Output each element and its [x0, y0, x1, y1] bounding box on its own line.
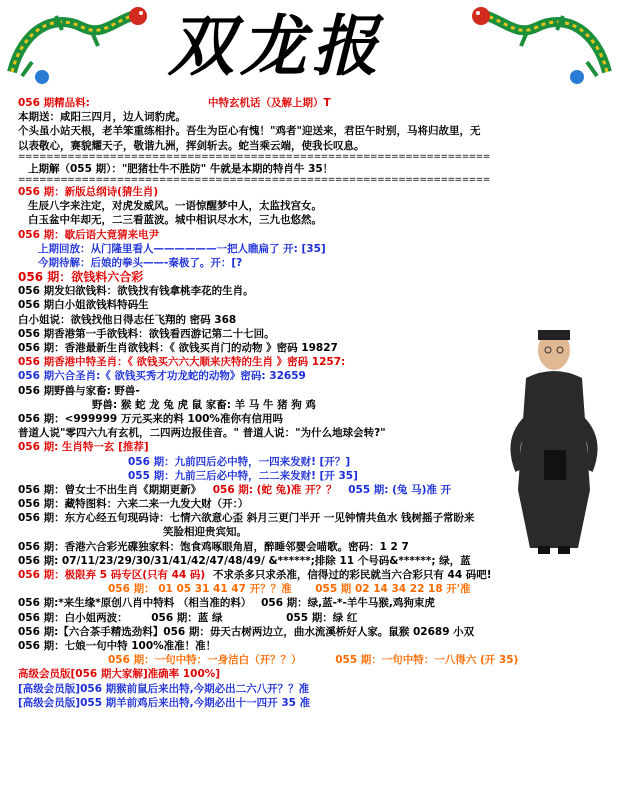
- dragon-left-icon: [2, 2, 152, 88]
- one-line-current: 056 期：一句中特：一身洁白（开？？）: [108, 654, 302, 667]
- wave-current: 056 期：蓝 绿: [151, 611, 223, 624]
- riddle-heading: 中特玄机话（及解上期）T: [208, 97, 331, 109]
- zodiac-row: [18, 483, 618, 497]
- last-issue-answer: 上期解（055 期）："肥猪壮牛不胜防" 牛就是本期的特肖牛 35！: [28, 162, 334, 175]
- clue-row: [18, 596, 618, 610]
- zodiac-left: 056 期：曾女士不出生肖《期期更新》: [18, 483, 202, 496]
- verse-line: 生辰八字来注定，对虎发威风。一语惊醒梦中人，太监找宫女。: [28, 200, 322, 213]
- kill-numbers-label: 056 期：极限弃 5 码专区(只有 44 码): [18, 569, 206, 581]
- taoist-saying: 普道人说"零四六九有玄机，二四两边报佳音。" 普道人说："为什么地球会转?": [18, 427, 386, 440]
- clue-line: 056 期发妇欲钱料：欲钱找有钱拿桃李花的生肖。: [18, 285, 254, 298]
- wave-label: 056 期：白小姐两波：: [18, 611, 128, 624]
- numbers-current: 056 期： 01 05 31 41 47 开？？准: [108, 583, 292, 596]
- kill-numbers-note: 不求杀多只求杀准，信得过的彩民就当六合彩只有 44 码吧!: [212, 569, 492, 581]
- clue-line-highlight: 055 期：九前三后必中特，二二来发财! [开 35]: [128, 469, 358, 482]
- clue-line: 056 期：藏特图料：六来二来一九发大财（开：）: [18, 498, 249, 511]
- clue-line: 056 期：东方心经五句现码诗：七情六欲意心歪 斜月三更门半开 一见钟情共鱼水 钱树摇子常盼来: [18, 512, 475, 525]
- section-title: 056 期：歇后语大竟猜来电尹: [18, 228, 160, 241]
- clue-right: 056 期：绿,蓝-*-羊牛马猴,鸡狗束虎: [261, 597, 435, 610]
- vip-line: [高级会员版]055 期羊前鸡后来出特,今期必出十一四开 35 准: [18, 696, 311, 709]
- riddle-replay: 上期回放：从门隆里看人——————一把人瞧扁了 开: [35]: [38, 242, 326, 255]
- section-title: 056 期野兽与家畜: 野兽-: [18, 384, 140, 397]
- masthead: [0, 0, 619, 92]
- poem-line: 本期送：咸阳三四月，边人词豹虎。: [18, 111, 186, 124]
- issue-label: 056 期精品料:: [18, 97, 90, 109]
- wave-previous: 055 期：绿 红: [286, 611, 358, 624]
- riddle-pending: 今期待解：后娘的拳头——-秦极了。开：[?: [38, 256, 243, 269]
- one-line-clue-row: [18, 653, 618, 667]
- vip-title: 高级会员版[056 期大家解]准确率 100%]: [18, 668, 221, 681]
- numbers-previous: 055 期 02 14 34 22 18 开'准: [315, 583, 471, 596]
- poem-line: 以表敬心，赛貌耀天子，敬谐九洲，挥剑斩去。蛇当乘云端，使我长叹息。: [18, 139, 365, 152]
- clue-left: 056 期:*来生缘*原创八肖中特料 （相当准的料）: [18, 597, 252, 610]
- one-line-previous: 055 期：一句中特：一八得六 (开 35): [335, 654, 519, 667]
- clue-line: 笑脸相迎贵宾知。: [163, 526, 247, 539]
- clue-line-highlight: 056 期：九前四后必中特，一四来发财! [开？]: [128, 455, 351, 468]
- dragon-right-icon: [467, 2, 617, 88]
- clue-line: 056 期:【六合茶手精选劲料】056 期：毋天古树两边立，曲水流溪桥好人家。鼠猴 02689 小双: [18, 625, 475, 638]
- wave-row: [18, 611, 618, 625]
- clue-line: 056 期：香港最新生肖欲钱料：《 欲钱买肖门的动物 》密码 19827: [18, 342, 338, 354]
- clue-line-highlight: 056 期香港中特圣肖：《 欲钱买六六大顺来庆特的生肖 》密码 1257:: [18, 356, 346, 369]
- clue-line: 056 期香港第一手欲钱料：欲钱看西游记第二十七回。: [18, 327, 275, 340]
- clue-line: 056 期：香港六合彩光碟独家料：饱食鸡啄眼角眉，醉睡邻婴会喵歌。密码：1 2 7: [18, 540, 409, 553]
- clue-line-highlight: 056 期六合圣肖:《 欲钱买秀才功龙蛇的动物》密码: 32659: [18, 370, 306, 383]
- clue-line: 056 期: 07/11/23/29/30/31/41/42/47/48/49/ &******;排除 11 个号码&******; 绿，蓝: [18, 554, 471, 567]
- numbers-row: [18, 582, 618, 596]
- clue-line: 056 期白小姐欲钱料特码生: [18, 299, 149, 312]
- poem-line: 个头虽小站天根，老羊笨重练相扑。吾生为臣心有愧！"鸡者"迎送来，君臣午时别，马将归故里，无: [18, 125, 481, 138]
- clue-line: 白小姐说：欲钱找他日得志任飞翔的 密码 368: [18, 313, 237, 326]
- divider: ===================================================================: [18, 175, 490, 185]
- clue-line: 056 期：七娘一句中特 100%准准！准！: [18, 639, 217, 652]
- animal-groups: 野兽: 猴 蛇 龙 兔 虎 鼠 家畜: 羊 马 牛 猪 狗 鸡: [92, 398, 316, 411]
- main-content: [18, 96, 618, 710]
- newspaper-title: 双龙报: [168, 7, 384, 85]
- divider: ===================================================================: [18, 152, 490, 162]
- section-title: 056 期: 生肖特一玄 [推荐]: [18, 441, 149, 454]
- verse-line: 白玉盆中年却无，二三看蓝波。城中相识尽水木，三九也悠然。: [28, 214, 322, 227]
- clue-line: 056 期：<999999 万元买来的料 100%准你有信用吗: [18, 412, 283, 425]
- section-title: 056 期：欲钱料六合彩: [18, 270, 144, 285]
- section-title: 056 期：新版总纲诗(猜生肖): [18, 185, 159, 198]
- issue-header: [18, 96, 618, 110]
- kill-numbers-row: [18, 568, 618, 582]
- zodiac-mid: 056 期: (蛇 兔)准 开？？: [212, 483, 337, 496]
- zodiac-right: 055 期: (兔 马)准 开: [348, 483, 452, 496]
- vip-line: [高级会员版]056 期猴前鼠后来出特,今期必出二六八开？？准: [18, 682, 310, 695]
